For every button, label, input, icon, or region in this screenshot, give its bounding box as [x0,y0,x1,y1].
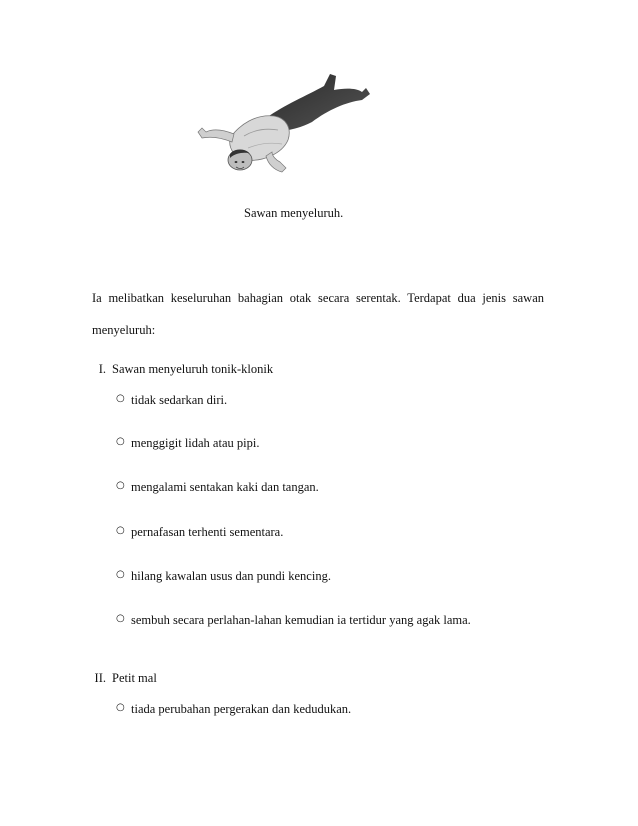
circle-bullet-icon: ○ [116,613,125,624]
circle-bullet-icon: ○ [116,393,125,404]
section-title: Petit mal [112,671,157,685]
circle-bullet-icon: ○ [116,480,125,491]
list-item-text: tidak sedarkan diri. [131,393,228,407]
intro-paragraph-line: menyeluruh: [92,323,156,337]
section-numeral: II. [94,671,106,685]
seizure-figure-svg [196,66,372,176]
circle-bullet-icon: ○ [116,569,125,580]
list-item-text: hilang kawalan usus dan pundi kencing. [131,569,331,583]
circle-bullet-icon: ○ [116,702,125,713]
circle-bullet-icon: ○ [116,525,125,536]
list-item-text: pernafasan terhenti sementara. [131,525,284,539]
list-item-text: tiada perubahan pergerakan dan kedudukan. [131,702,352,716]
list-item-text: menggigit lidah atau pipi. [131,436,260,450]
figure-caption: Sawan menyeluruh. [244,206,344,220]
person-lying-seizure-illustration [196,66,372,176]
section-numeral: I. [98,362,106,376]
section-title: Sawan menyeluruh tonik-klonik [112,362,274,376]
list-item-text: mengalami sentakan kaki dan tangan. [131,480,319,494]
intro-paragraph [92,282,544,346]
intro-paragraph-line: Ia melibatkan keseluruhan bahagian otak secara serentak. Terdapat dua jenis sawan [92,291,544,305]
circle-bullet-icon: ○ [116,436,125,447]
list-item-text: sembuh secara perlahan-lahan kemudian ia tertidur yang agak lama. [131,613,471,627]
